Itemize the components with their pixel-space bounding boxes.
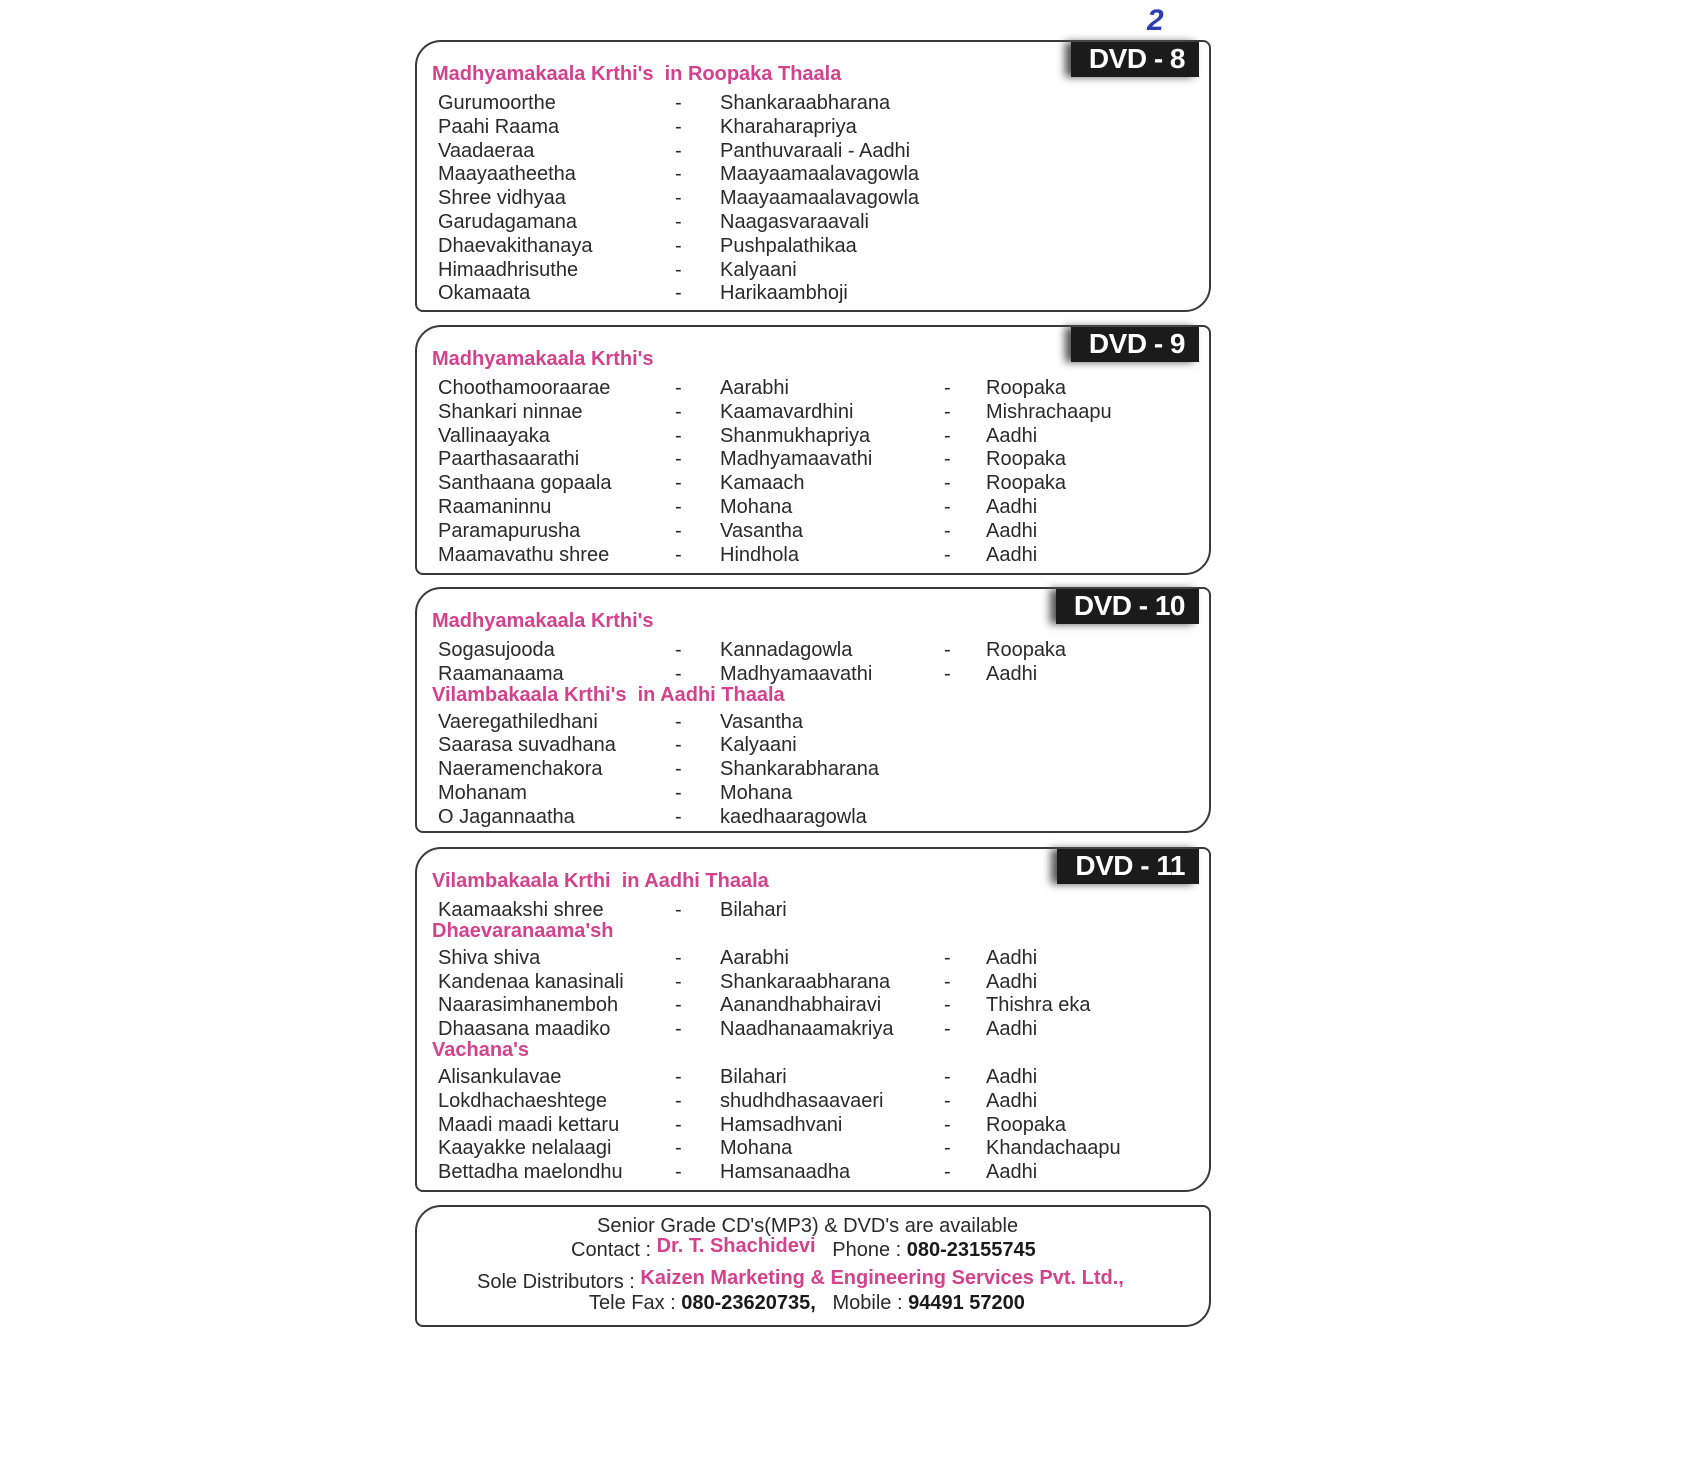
thaala: Roopaka — [986, 472, 1067, 495]
track-row — [432, 782, 1209, 806]
composition: Okamaata — [438, 282, 531, 305]
distributor-line — [477, 1267, 1124, 1293]
raaga: Kaamavardhini — [720, 400, 854, 423]
separator: - — [675, 662, 682, 685]
composition: Vaadaeraa — [438, 139, 535, 162]
raaga: Hamsadhvani — [720, 1113, 843, 1136]
composition: Shree vidhyaa — [438, 187, 566, 210]
separator: - — [675, 234, 682, 257]
raaga: Shankaraabharana — [720, 970, 891, 993]
raaga: Aarabhi — [720, 946, 789, 969]
separator: - — [944, 519, 951, 542]
raaga: Mohana — [720, 781, 793, 804]
contact-name: Dr. T. Shachidevi — [656, 1235, 816, 1257]
raaga: Kalyaani — [720, 734, 797, 757]
raaga: Madhyamaavathi — [720, 662, 873, 685]
section-heading: Vilambakaala Krthi in Aadhi Thaala — [432, 870, 769, 892]
composition: Raamanaama — [438, 662, 564, 685]
raaga: kaedhaaragowla — [720, 805, 867, 828]
separator: - — [675, 1065, 682, 1088]
composition: Raamaninnu — [438, 495, 552, 518]
track-row — [432, 711, 1209, 735]
separator: - — [675, 758, 682, 781]
separator: - — [675, 639, 682, 661]
raaga: Panthuvaraali - Aadhi — [720, 139, 911, 162]
thaala: Roopaka — [986, 377, 1067, 399]
track-row — [432, 187, 1209, 211]
composition: Bettadha maelondhu — [438, 1161, 623, 1184]
composition: Kaamaakshi shree — [438, 899, 604, 921]
composition: Choothamooraarae — [438, 377, 611, 399]
separator: - — [675, 258, 682, 281]
thaala: Aadhi — [986, 662, 1038, 685]
composition: Lokdhachaeshtege — [438, 1089, 608, 1112]
raaga: Mohana — [720, 1137, 793, 1160]
separator: - — [944, 994, 951, 1017]
dvd-section — [415, 325, 1211, 575]
separator: - — [675, 994, 682, 1017]
separator: - — [675, 424, 682, 447]
raaga: Maayaamaalavagowla — [720, 163, 920, 186]
availability-note: Senior Grade CD's(MP3) & DVD's are available — [597, 1215, 1019, 1237]
separator: - — [675, 495, 682, 518]
separator: - — [675, 472, 682, 495]
track-row — [432, 377, 1209, 401]
composition: Maamavathu shree — [438, 543, 610, 566]
thaala: Aadhi — [986, 946, 1038, 969]
track-row — [432, 806, 1209, 830]
phone-number: 080-23155745 — [906, 1239, 1036, 1261]
separator: - — [944, 1089, 951, 1112]
raaga: Maayaamaalavagowla — [720, 187, 920, 210]
raaga: Shanmukhapriya — [720, 424, 871, 447]
raaga: Madhyamaavathi — [720, 448, 873, 471]
subsection-heading: Vachana's — [432, 1038, 530, 1061]
separator: - — [944, 424, 951, 447]
section-heading: Madhyamakaala Krthi's in Roopaka Thaala — [432, 63, 842, 85]
composition: Dhaevakithanaya — [438, 234, 593, 257]
thaala: Roopaka — [986, 1113, 1067, 1136]
track-row — [432, 425, 1209, 449]
separator: - — [675, 139, 682, 162]
track-row — [432, 140, 1209, 164]
fax-label: Tele Fax : — [589, 1292, 676, 1314]
separator: - — [944, 1113, 951, 1136]
separator: - — [944, 543, 951, 566]
raaga: Aarabhi — [720, 377, 789, 399]
composition: Maadi maadi kettaru — [438, 1113, 620, 1136]
separator: - — [675, 970, 682, 993]
fax-number: 080-23620735, — [681, 1292, 816, 1314]
thaala: Roopaka — [986, 448, 1067, 471]
track-row — [432, 1137, 1209, 1161]
composition: Gurumoorthe — [438, 92, 556, 114]
page-number: 2 — [1147, 4, 1164, 37]
composition: Saarasa suvadhana — [438, 734, 616, 757]
thaala: Aadhi — [986, 1089, 1038, 1112]
subsection-heading: Vilambakaala Krthi's in Aadhi Thaala — [432, 683, 785, 706]
track-row — [432, 448, 1209, 472]
thaala: Aadhi — [986, 519, 1038, 542]
section-heading: Madhyamakaala Krthi's — [432, 348, 654, 370]
raaga: shudhdhasaavaeri — [720, 1089, 884, 1112]
separator: - — [944, 1161, 951, 1184]
composition: Kaayakke nelalaagi — [438, 1137, 612, 1160]
dvd-label: DVD - 11 — [1057, 849, 1199, 884]
distributor-name: Kaizen Marketing & Engineering Services Pvt. Ltd., — [640, 1267, 1124, 1289]
raaga: Vasantha — [720, 710, 804, 733]
track-row — [432, 211, 1209, 235]
raaga: Shankarabharana — [720, 758, 880, 781]
track-row — [432, 401, 1209, 425]
track-row — [432, 116, 1209, 140]
raaga: Kannadagowla — [720, 639, 853, 661]
track-row — [432, 639, 1209, 663]
thaala: Aadhi — [986, 970, 1038, 993]
separator: - — [944, 1018, 951, 1041]
composition: Alisankulavae — [438, 1065, 562, 1088]
separator: - — [675, 710, 682, 733]
thaala: Roopaka — [986, 639, 1067, 661]
composition: Vaeregathiledhani — [438, 710, 598, 733]
composition: O Jagannaatha — [438, 805, 575, 828]
separator: - — [944, 495, 951, 518]
track-row — [432, 971, 1209, 995]
composition: Paramapurusha — [438, 519, 581, 542]
section-heading: Madhyamakaala Krthi's — [432, 610, 654, 632]
raaga: Vasantha — [720, 519, 804, 542]
separator: - — [675, 1161, 682, 1184]
dvd-label: DVD - 8 — [1071, 42, 1199, 77]
dvd-section — [415, 40, 1211, 312]
thaala: Mishrachaapu — [986, 400, 1112, 423]
separator: - — [675, 187, 682, 210]
separator: - — [944, 970, 951, 993]
raaga: Hindhola — [720, 543, 799, 566]
track-row — [432, 520, 1209, 544]
phone-label: Phone : — [832, 1239, 902, 1261]
track-row — [432, 92, 1209, 116]
track-row — [432, 1161, 1209, 1185]
raaga: Harikaambhoji — [720, 282, 848, 305]
separator: - — [675, 543, 682, 566]
separator: - — [675, 210, 682, 233]
separator: - — [944, 472, 951, 495]
composition: Mohanam — [438, 781, 527, 804]
separator: - — [675, 377, 682, 399]
thaala: Aadhi — [986, 1065, 1038, 1088]
contact-line — [571, 1235, 1036, 1262]
track-row — [432, 947, 1209, 971]
contact-footer — [415, 1205, 1211, 1327]
mobile-label: Mobile : — [832, 1292, 903, 1314]
thaala: Aadhi — [986, 495, 1038, 518]
composition: Paarthasaarathi — [438, 448, 580, 471]
distributor-label: Sole Distributors : — [477, 1271, 635, 1293]
separator: - — [675, 899, 682, 921]
composition: Shankari ninnae — [438, 400, 583, 423]
raaga: Naagasvaraavali — [720, 210, 869, 233]
composition: Vallinaayaka — [438, 424, 550, 447]
separator: - — [675, 734, 682, 757]
raaga: Mohana — [720, 495, 793, 518]
composition: Paahi Raama — [438, 115, 560, 138]
track-list — [432, 609, 1209, 830]
track-row — [432, 259, 1209, 283]
separator: - — [675, 1137, 682, 1160]
separator: - — [944, 1065, 951, 1088]
separator: - — [944, 662, 951, 685]
track-row — [432, 282, 1209, 306]
thaala: Aadhi — [986, 424, 1038, 447]
track-list — [432, 62, 1209, 306]
separator: - — [675, 400, 682, 423]
separator: - — [675, 282, 682, 305]
raaga: Aanandhabhairavi — [720, 994, 882, 1017]
separator: - — [675, 448, 682, 471]
track-row — [432, 994, 1209, 1018]
separator: - — [675, 92, 682, 114]
track-row — [432, 544, 1209, 568]
track-row — [432, 163, 1209, 187]
dvd-label: DVD - 9 — [1071, 327, 1199, 362]
composition: Shiva shiva — [438, 946, 541, 969]
dvd-label: DVD - 10 — [1056, 589, 1199, 624]
composition: Himaadhrisuthe — [438, 258, 579, 281]
raaga: Kharaharapriya — [720, 115, 857, 138]
thaala: Thishra eka — [986, 994, 1091, 1017]
raaga: Kamaach — [720, 472, 805, 495]
separator: - — [675, 781, 682, 804]
raaga: Shankaraabharana — [720, 92, 891, 114]
composition: Kandenaa kanasinali — [438, 970, 624, 993]
track-list — [432, 869, 1209, 1185]
separator: - — [675, 946, 682, 969]
track-list — [432, 347, 1209, 567]
separator: - — [675, 115, 682, 138]
raaga: Bilahari — [720, 899, 787, 921]
separator: - — [675, 163, 682, 186]
raaga: Pushpalathikaa — [720, 234, 857, 257]
track-row — [432, 496, 1209, 520]
thaala: Aadhi — [986, 1161, 1038, 1184]
contact-label: Contact : — [571, 1239, 652, 1261]
track-row — [432, 1018, 1209, 1042]
separator: - — [675, 1113, 682, 1136]
separator: - — [944, 448, 951, 471]
track-row — [432, 663, 1209, 687]
composition: Sogasujooda — [438, 639, 555, 661]
composition: Santhaana gopaala — [438, 472, 612, 495]
thaala: Khandachaapu — [986, 1137, 1121, 1160]
track-row — [432, 734, 1209, 758]
dvd-section — [415, 847, 1211, 1192]
track-row — [432, 1090, 1209, 1114]
thaala: Aadhi — [986, 1018, 1038, 1041]
separator: - — [675, 519, 682, 542]
separator: - — [944, 639, 951, 661]
track-row — [432, 1114, 1209, 1138]
track-row — [432, 1066, 1209, 1090]
thaala: Aadhi — [986, 543, 1038, 566]
raaga: Naadhanaamakriya — [720, 1018, 894, 1041]
separator: - — [675, 1089, 682, 1112]
composition: Naeramenchakora — [438, 758, 603, 781]
raaga: Bilahari — [720, 1065, 787, 1088]
mobile-number: 94491 57200 — [908, 1292, 1025, 1314]
dvd-section — [415, 587, 1211, 833]
separator: - — [944, 946, 951, 969]
track-row — [432, 472, 1209, 496]
composition: Dhaasana maadiko — [438, 1018, 611, 1041]
composition: Maayaatheetha — [438, 163, 576, 186]
separator: - — [675, 1018, 682, 1041]
fax-mobile-line — [589, 1292, 1025, 1315]
composition: Naarasimhanemboh — [438, 994, 619, 1017]
separator: - — [944, 377, 951, 399]
raaga: Kalyaani — [720, 258, 797, 281]
raaga: Hamsanaadha — [720, 1161, 851, 1184]
separator: - — [944, 1137, 951, 1160]
separator: - — [675, 805, 682, 828]
track-row — [432, 899, 1209, 923]
separator: - — [944, 400, 951, 423]
track-row — [432, 758, 1209, 782]
composition: Garudagamana — [438, 210, 577, 233]
track-row — [432, 235, 1209, 259]
subsection-heading: Dhaevaranaama'sh — [432, 919, 614, 942]
